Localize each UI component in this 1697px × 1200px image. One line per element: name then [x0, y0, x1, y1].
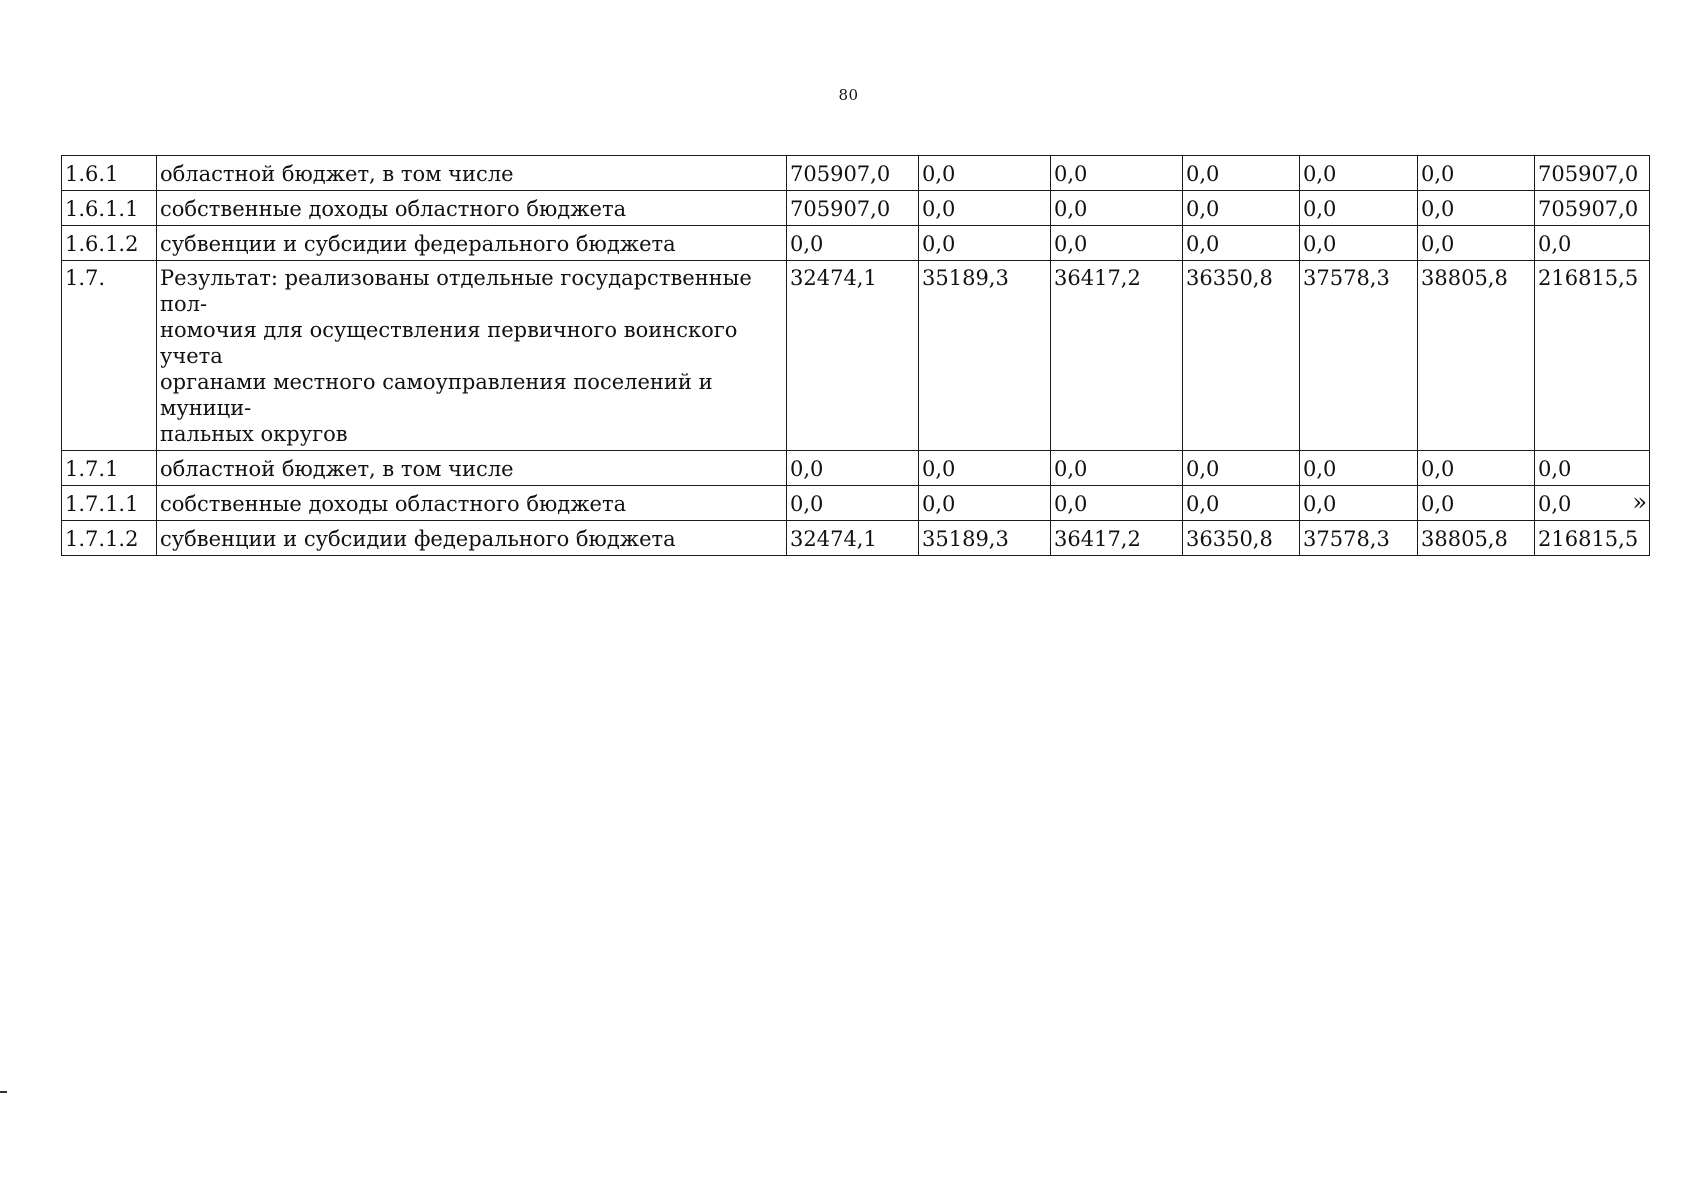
row-name-line: органами местного самоуправления поселений и муници- [160, 370, 713, 420]
value-cell: 216815,5 [1535, 521, 1650, 556]
row-code: 1.7.1 [62, 451, 157, 486]
value-cell: 0,0 [919, 226, 1051, 261]
row-code: 1.7.1.1 [62, 486, 157, 521]
row-name: субвенции и субсидии федерального бюджета [157, 226, 787, 261]
value-cell: 705907,0 [1535, 191, 1650, 226]
row-code: 1.7.1.2 [62, 521, 157, 556]
value-cell: 0,0 [1535, 486, 1650, 521]
value-cell: 0,0 [919, 451, 1051, 486]
table-row [62, 486, 1650, 521]
value-cell: 0,0 [1051, 486, 1183, 521]
row-name: собственные доходы областного бюджета [157, 486, 787, 521]
value-cell: 0,0 [919, 191, 1051, 226]
value-cell: 0,0 [1051, 451, 1183, 486]
value-cell: 0,0 [1418, 156, 1535, 191]
value-cell: 0,0 [1300, 451, 1418, 486]
value-cell: 705907,0 [1535, 156, 1650, 191]
value-cell: 0,0 [919, 486, 1051, 521]
value-cell: 216815,5 [1535, 261, 1650, 451]
row-name: субвенции и субсидии федерального бюджета [157, 521, 787, 556]
value-cell: 38805,8 [1418, 261, 1535, 451]
row-code: 1.7. [62, 261, 157, 451]
value-cell: 0,0 [919, 156, 1051, 191]
table-row [62, 451, 1650, 486]
value-cell: 0,0 [1300, 156, 1418, 191]
value-cell: 0,0 [1418, 486, 1535, 521]
value-cell: 0,0 [1183, 486, 1300, 521]
value-cell: 705907,0 [787, 156, 919, 191]
row-name [157, 261, 787, 451]
table-row [62, 156, 1650, 191]
value-cell: 0,0 [1535, 451, 1650, 486]
value-cell: 0,0 [1300, 226, 1418, 261]
value-cell: 0,0 [1051, 226, 1183, 261]
table-row [62, 226, 1650, 261]
value-cell: 0,0 [1418, 191, 1535, 226]
value-cell: 0,0 [1183, 191, 1300, 226]
row-code: 1.6.1.1 [62, 191, 157, 226]
row-name: областной бюджет, в том числе [157, 156, 787, 191]
value-cell: 705907,0 [787, 191, 919, 226]
value-cell: 0,0 [1300, 486, 1418, 521]
scan-edge-mark [0, 1091, 7, 1093]
budget-table [61, 155, 1650, 556]
row-name-line: номочия для осуществления первичного воинского учета [160, 318, 738, 368]
closing-quote-mark: » [1632, 488, 1647, 516]
row-name-line: Результат: реализованы отдельные государственные пол- [160, 266, 752, 316]
value-cell: 0,0 [1418, 451, 1535, 486]
value-cell: 36417,2 [1051, 521, 1183, 556]
value-cell: 0,0 [1183, 156, 1300, 191]
row-code: 1.6.1 [62, 156, 157, 191]
row-name: областной бюджет, в том числе [157, 451, 787, 486]
row-name: собственные доходы областного бюджета [157, 191, 787, 226]
value-cell: 32474,1 [787, 261, 919, 451]
value-cell: 37578,3 [1300, 521, 1418, 556]
value-cell: 0,0 [1535, 226, 1650, 261]
table-row [62, 261, 1650, 451]
value-cell: 0,0 [1051, 156, 1183, 191]
value-cell: 35189,3 [919, 521, 1051, 556]
value-cell: 36350,8 [1183, 521, 1300, 556]
value-cell: 0,0 [787, 451, 919, 486]
value-cell: 36350,8 [1183, 261, 1300, 451]
value-cell: 0,0 [787, 486, 919, 521]
value-cell: 36417,2 [1051, 261, 1183, 451]
row-name-line: пальных округов [160, 422, 348, 446]
value-cell: 38805,8 [1418, 521, 1535, 556]
value-cell: 0,0 [1300, 191, 1418, 226]
value-cell: 35189,3 [919, 261, 1051, 451]
value-cell: 32474,1 [787, 521, 919, 556]
value-cell: 37578,3 [1300, 261, 1418, 451]
value-cell: 0,0 [1418, 226, 1535, 261]
value-cell: 0,0 [1051, 191, 1183, 226]
value-cell: 0,0 [1183, 226, 1300, 261]
value-cell: 0,0 [787, 226, 919, 261]
table-row [62, 521, 1650, 556]
page-number: 80 [838, 86, 859, 104]
row-code: 1.6.1.2 [62, 226, 157, 261]
table-row [62, 191, 1650, 226]
value-cell: 0,0 [1183, 451, 1300, 486]
